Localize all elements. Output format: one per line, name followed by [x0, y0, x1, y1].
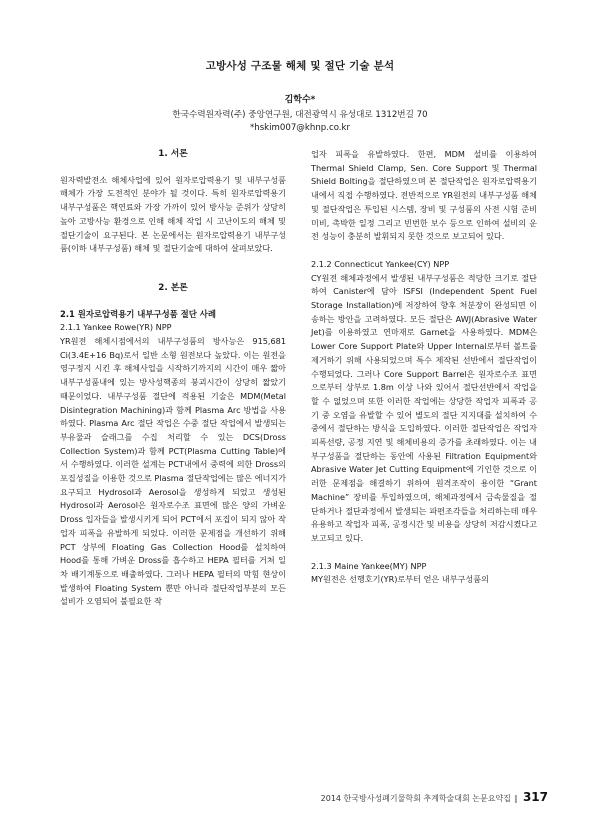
- spacer: [60, 256, 286, 282]
- subsection-2-1-1-heading: 2.1.1 Yankee Rowe(YR) NPP: [60, 322, 172, 333]
- author-name: 김학수*: [284, 95, 316, 105]
- subsection-2-1-2-heading: 2.1.2 Connecticut Yankee(CY) NPP: [311, 258, 450, 269]
- author-email: *hskim007@khnp.co.kr: [249, 123, 351, 133]
- subsection-2-1-heading: 2.1 원자로압력용기 내부구성품 절단 사례: [60, 308, 216, 319]
- left-column: [60, 148, 286, 609]
- subsection-2-1-1-paragraph: YR원전 해체시점에서의 내부구성품의 방사능은 915,681 Ci(3.4E+16 Bq)로서 일반 소형 원전보다 높았다. 이는 원전을 영구정지 시킨 후 해체사업을 시작하기까지의 시간이 매우 짧아 내부구성품내에 있는 방사성핵종의 붕괴시간이 상당히 짧았기 때문이었다. 내부구성품 절단에 적용된 기술은 MDM(Metal Disintegration Machining)과 함께 Plasma Arc 방법을 사용하였다. Plasma Arc 절단 작업은 수중 절단 작업에서 발생되는 부유물과 슬래그를 수집 처리할 수 있는 DCS(Dross Collection System)과 함께 PCT(Plasma Cutting Table)에서 수행하였다. 이러한 설계는 PCT내에서 중력에 의한 Dross의 포집성질을 이용한 것으로 Plasma 절단작업에는 많은 에너지가 요구되고 Hydrosol과 Aerosol을 생성하게 되었고 생성된 Hydrosol과 Aerosol은 원자로수조 표면에 많은 양의 가벼운 Dross 입자들을 발생시키게 되어 PCT에서 포집이 되지 않아 작업자 피폭을 유발하게 되었다. 이러한 문제점을 개선하기 위해 PCT 상부에 Floating Gas Collection Hood를 설치하여 Hood를 통해 가벼운 Dross를 흡수하고 HEPA 필터를 거쳐 일차 배기계통으로 배출하였다. 그러나 HEPA 필터의 막힘 현상이 발생하여 Floating System 뿐만 아니라 절단작업부분의 모든 설비가 오염되어 불필요한 작: [60, 336, 286, 607]
- conference-name: 2014 한국방사성폐기물학회 추계학술대회 논문요약집: [320, 794, 511, 803]
- continued-paragraph: 업자 피폭을 유발하였다. 한편, MDM 설비를 이용하여 Thermal Shield Clamp, Sen. Core Support 및 Thermal Shield Bolting을 절단하였으며 본 절단작업은 원자로압력용기내에서 직접 수행하였다. 전반적으로 YR원전의 내부구성품 해체 및 절단작업은 투입된 시스템, 장비 및 구성품의 사전 시험 준비 미비, 촉박한 일정 그리고 빈번한 보수 등으로 인하여 설비의 운전 성능이 충분히 발휘되지 못한 것으로 보고되어 있다.: [311, 149, 537, 242]
- intro-paragraph: 원자력발전소 해체사업에 있어 원자로압력용기 및 내부구성품 해체가 가장 도전적인 분야가 될 것이다. 특히 원자로압력용기 내부구성품은 핵연료와 가장 가까이 있어 방사능 준위가 상당히 높아 고방사능 환경으로 인해 해체 작업 시 고난이도의 해체 및 절단기술이 요구된다. 본 논문에서는 원자로압력용기 내부구성품(이하 내부구성품) 해체 및 절단기술에 대하여 살펴보았다.: [60, 174, 286, 254]
- footer-separator: |: [514, 794, 518, 803]
- subsection-2-1-3-paragraph: MY원전은 선행호기(YR)로부터 얻은 내부구성품의: [311, 574, 489, 585]
- right-column: [311, 148, 537, 587]
- page-number: 317: [522, 790, 548, 804]
- page-footer: [321, 790, 548, 804]
- author-affiliation: 한국수력원자력(주) 중앙연구원, 대전광역시 유성대로 1312번길 70: [172, 110, 428, 120]
- subsection-2-1-2-paragraph: CY원전 해체과정에서 발생된 내부구성품은 적당한 크기로 절단하여 Canister에 담아 ISFSI (Independent Spent Fuel Storage Installation)에 저장하여 향후 처분장이 완성되면 이송하는 방안을 고려하였다. 모든 절단은 AWJ(Abrasive Water Jet)를 이용하였고 연마재로 Garnet을 사용하였다. MDM은 Lower Core Support Plate와 Upper Internal로부터 볼트를 제거하기 위해 사용되었으며 특수 제작된 선반에서 절단작업이 수행되었다. 그러나 Core Support Barrel은 원자로수조 표면으로부터 상부로 1.8m 이상 나와 있어서 절단선반에서 작업을 할 수 없었으며 또한 이러한 작업에는 상당한 작업자 피폭과 공기 중 오염을 유발할 수 있어 별도의 절단 지지대를 설치하여 수중에서 절단하는 방식을 도입하였다. 이러한 절단작업은 작업자피폭선량, 공정 지연 및 해체비용의 증가를 초래하였다. 이는 내부구성품을 절단하는 동안에 사용된 Filtration Equipment와 Abrasive Water Jet Cutting Equipment에 기인한 것으로 이러한 문제점을 해결하기 위하여 원격조작이 용이한 “Grant Machine” 장비를 투입하였으며, 해체과정에서 금속물질을 절단하거나 절단과정에서 발생되는 파편조각들을 처리하는데 매우 유용하고 작업자 피폭, 공정시간 및 비용을 상당히 저감시켰다고 보고되고 있다.: [311, 272, 537, 543]
- spacer: [311, 244, 537, 258]
- intro-heading: 1. 서론: [158, 149, 188, 159]
- spacer: [311, 546, 537, 560]
- subsection-2-1-3-heading: 2.1.3 Maine Yankee(MY) NPP: [311, 560, 427, 571]
- paper-title: 고방사성 구조물 해체 및 절단 기술 분석: [205, 60, 395, 72]
- body-heading: 2. 본론: [158, 282, 188, 293]
